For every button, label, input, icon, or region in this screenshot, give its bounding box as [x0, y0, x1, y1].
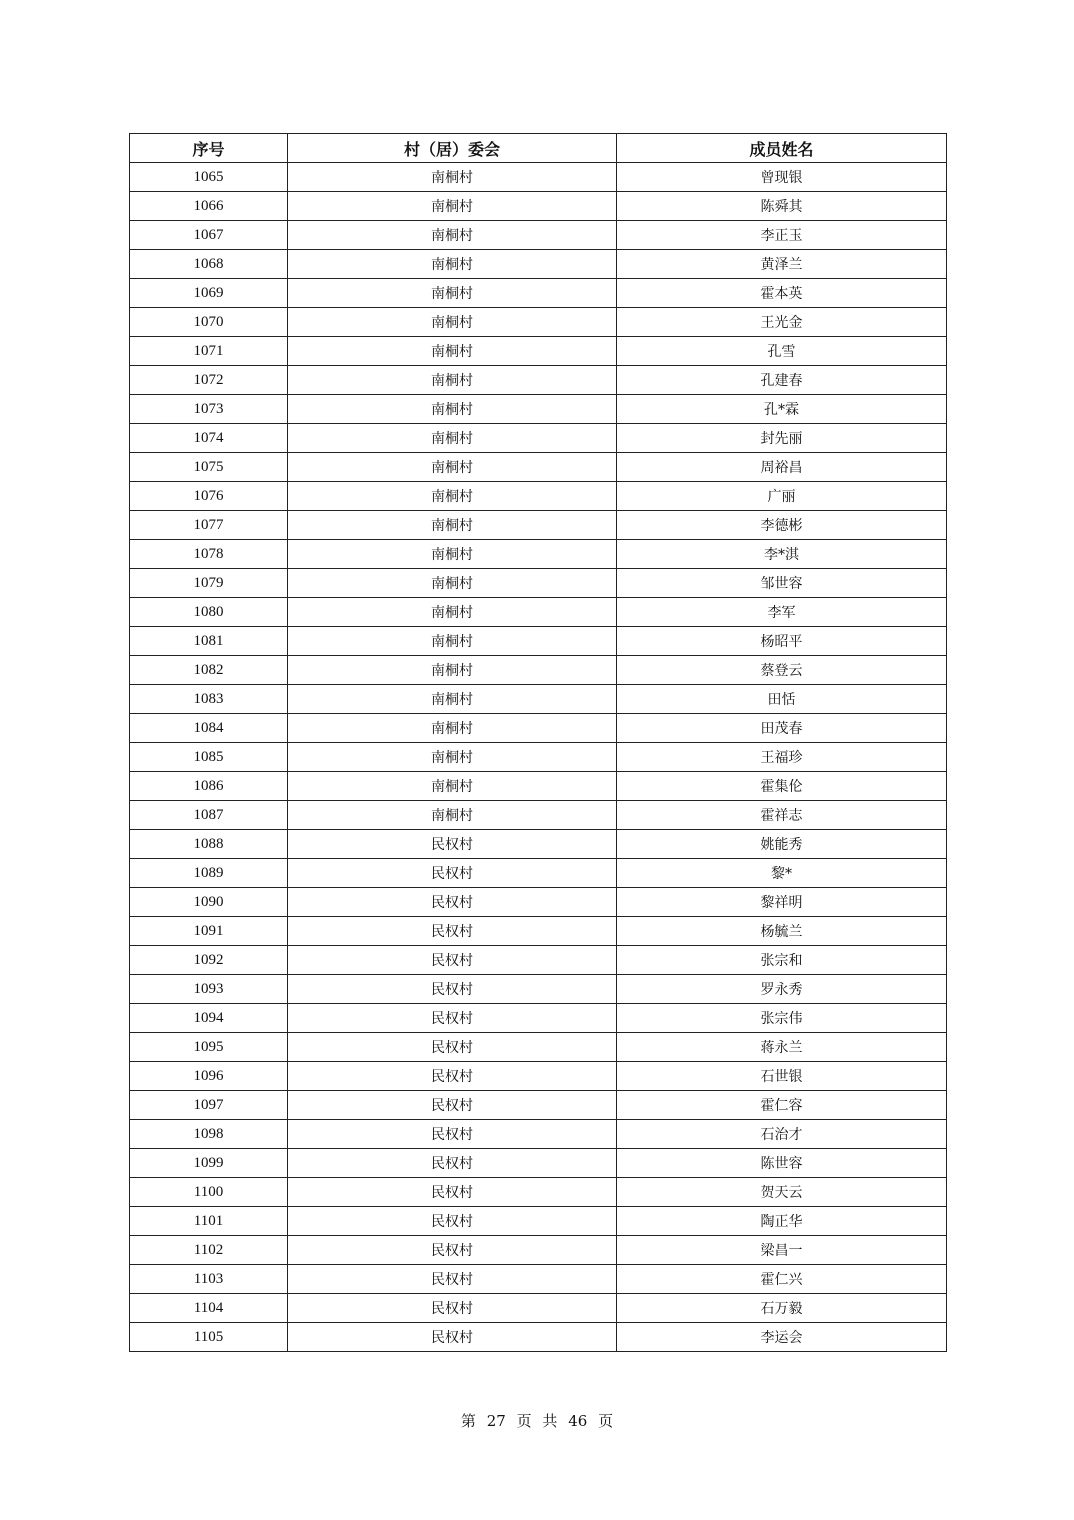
cell-seq: 1081: [130, 627, 288, 656]
cell-member-name: 周裕昌: [617, 453, 947, 482]
cell-member-name: 邹世容: [617, 569, 947, 598]
table-row: [130, 308, 947, 337]
cell-member-name: 李正玉: [617, 221, 947, 250]
table-row: [130, 1207, 947, 1236]
cell-seq: 1086: [130, 772, 288, 801]
cell-committee: 民权村: [288, 859, 617, 888]
cell-member-name: 蒋永兰: [617, 1033, 947, 1062]
cell-committee: 民权村: [288, 1207, 617, 1236]
cell-seq: 1090: [130, 888, 288, 917]
cell-seq: 1093: [130, 975, 288, 1004]
cell-member-name: 霍本英: [617, 279, 947, 308]
table-row: [130, 598, 947, 627]
table-row: [130, 1062, 947, 1091]
table-row: [130, 279, 947, 308]
cell-member-name: 王光金: [617, 308, 947, 337]
header-committee: 村（居）委会: [288, 134, 617, 163]
cell-committee: 民权村: [288, 1091, 617, 1120]
cell-member-name: 陶正华: [617, 1207, 947, 1236]
cell-seq: 1092: [130, 946, 288, 975]
cell-seq: 1095: [130, 1033, 288, 1062]
cell-member-name: 贺天云: [617, 1178, 947, 1207]
table-row: [130, 1294, 947, 1323]
cell-member-name: 黎祥明: [617, 888, 947, 917]
table-row: [130, 714, 947, 743]
cell-seq: 1083: [130, 685, 288, 714]
cell-seq: 1096: [130, 1062, 288, 1091]
cell-seq: 1070: [130, 308, 288, 337]
cell-member-name: 梁昌一: [617, 1236, 947, 1265]
table-row: [130, 656, 947, 685]
cell-committee: 南桐村: [288, 424, 617, 453]
cell-seq: 1073: [130, 395, 288, 424]
cell-member-name: 黄泽兰: [617, 250, 947, 279]
cell-committee: 民权村: [288, 1294, 617, 1323]
cell-committee: 民权村: [288, 1236, 617, 1265]
cell-seq: 1071: [130, 337, 288, 366]
table-row: [130, 946, 947, 975]
cell-seq: 1088: [130, 830, 288, 859]
cell-member-name: 杨昭平: [617, 627, 947, 656]
footer-current-page: 27: [486, 1412, 506, 1430]
table-row: [130, 685, 947, 714]
table-row: [130, 1323, 947, 1352]
table-header-row: [130, 134, 947, 163]
cell-seq: 1069: [130, 279, 288, 308]
cell-seq: 1099: [130, 1149, 288, 1178]
cell-committee: 南桐村: [288, 279, 617, 308]
cell-committee: 南桐村: [288, 627, 617, 656]
cell-committee: 南桐村: [288, 540, 617, 569]
cell-committee: 南桐村: [288, 772, 617, 801]
table-row: [130, 801, 947, 830]
table-body: [130, 163, 947, 1352]
cell-committee: 民权村: [288, 1265, 617, 1294]
cell-member-name: 石治才: [617, 1120, 947, 1149]
cell-seq: 1084: [130, 714, 288, 743]
cell-seq: 1091: [130, 917, 288, 946]
table-row: [130, 1265, 947, 1294]
cell-seq: 1080: [130, 598, 288, 627]
cell-member-name: 李运会: [617, 1323, 947, 1352]
cell-committee: 民权村: [288, 830, 617, 859]
cell-member-name: 杨毓兰: [617, 917, 947, 946]
header-member-name: 成员姓名: [617, 134, 947, 163]
cell-member-name: 石万毅: [617, 1294, 947, 1323]
cell-seq: 1075: [130, 453, 288, 482]
cell-member-name: 李*淇: [617, 540, 947, 569]
cell-member-name: 霍仁兴: [617, 1265, 947, 1294]
cell-seq: 1079: [130, 569, 288, 598]
table-row: [130, 975, 947, 1004]
cell-seq: 1098: [130, 1120, 288, 1149]
cell-member-name: 石世银: [617, 1062, 947, 1091]
cell-member-name: 广丽: [617, 482, 947, 511]
cell-committee: 民权村: [288, 1004, 617, 1033]
table-row: [130, 830, 947, 859]
table-row: [130, 859, 947, 888]
table-row: [130, 888, 947, 917]
table-row: [130, 192, 947, 221]
cell-committee: 南桐村: [288, 511, 617, 540]
cell-committee: 南桐村: [288, 801, 617, 830]
table-row: [130, 1236, 947, 1265]
cell-member-name: 霍集伦: [617, 772, 947, 801]
table-row: [130, 569, 947, 598]
table-row: [130, 1178, 947, 1207]
cell-member-name: 孔建春: [617, 366, 947, 395]
cell-committee: 南桐村: [288, 598, 617, 627]
cell-member-name: 封先丽: [617, 424, 947, 453]
cell-committee: 民权村: [288, 1149, 617, 1178]
cell-seq: 1085: [130, 743, 288, 772]
cell-member-name: 孔*霖: [617, 395, 947, 424]
table-row: [130, 1091, 947, 1120]
table-row: [130, 1149, 947, 1178]
footer-total-word: 共: [542, 1412, 558, 1430]
footer-page-word: 页: [516, 1412, 532, 1430]
cell-committee: 民权村: [288, 1062, 617, 1091]
cell-committee: 民权村: [288, 1178, 617, 1207]
member-table: [129, 133, 947, 1352]
table-row: [130, 453, 947, 482]
cell-seq: 1104: [130, 1294, 288, 1323]
table-row: [130, 627, 947, 656]
cell-member-name: 孔雪: [617, 337, 947, 366]
cell-seq: 1078: [130, 540, 288, 569]
cell-committee: 南桐村: [288, 308, 617, 337]
cell-member-name: 姚能秀: [617, 830, 947, 859]
header-seq: 序号: [130, 134, 288, 163]
table-row: [130, 540, 947, 569]
table-row: [130, 1004, 947, 1033]
cell-seq: 1100: [130, 1178, 288, 1207]
cell-committee: 民权村: [288, 1120, 617, 1149]
cell-committee: 民权村: [288, 975, 617, 1004]
cell-member-name: 张宗和: [617, 946, 947, 975]
cell-committee: 南桐村: [288, 656, 617, 685]
cell-seq: 1097: [130, 1091, 288, 1120]
cell-member-name: 曾现银: [617, 163, 947, 192]
table-row: [130, 395, 947, 424]
table-row: [130, 1120, 947, 1149]
cell-seq: 1068: [130, 250, 288, 279]
cell-member-name: 霍祥志: [617, 801, 947, 830]
table-row: [130, 163, 947, 192]
cell-member-name: 黎*: [617, 859, 947, 888]
table-row: [130, 1033, 947, 1062]
cell-member-name: 陈舜其: [617, 192, 947, 221]
cell-committee: 南桐村: [288, 395, 617, 424]
table-row: [130, 482, 947, 511]
cell-committee: 民权村: [288, 1033, 617, 1062]
cell-committee: 南桐村: [288, 569, 617, 598]
cell-member-name: 蔡登云: [617, 656, 947, 685]
footer-total-pages: 46: [568, 1412, 588, 1430]
table-row: [130, 221, 947, 250]
cell-committee: 南桐村: [288, 366, 617, 395]
cell-seq: 1066: [130, 192, 288, 221]
cell-committee: 南桐村: [288, 482, 617, 511]
cell-committee: 南桐村: [288, 163, 617, 192]
cell-committee: 民权村: [288, 946, 617, 975]
cell-member-name: 王福珍: [617, 743, 947, 772]
table-row: [130, 743, 947, 772]
cell-committee: 民权村: [288, 1323, 617, 1352]
cell-committee: 民权村: [288, 888, 617, 917]
cell-member-name: 罗永秀: [617, 975, 947, 1004]
cell-seq: 1087: [130, 801, 288, 830]
cell-seq: 1089: [130, 859, 288, 888]
cell-committee: 南桐村: [288, 337, 617, 366]
cell-seq: 1102: [130, 1236, 288, 1265]
cell-committee: 南桐村: [288, 221, 617, 250]
table-row: [130, 772, 947, 801]
cell-seq: 1076: [130, 482, 288, 511]
footer-suffix: 页: [598, 1412, 614, 1430]
cell-member-name: 霍仁容: [617, 1091, 947, 1120]
cell-committee: 南桐村: [288, 192, 617, 221]
cell-seq: 1077: [130, 511, 288, 540]
cell-committee: 南桐村: [288, 453, 617, 482]
cell-member-name: 李德彬: [617, 511, 947, 540]
cell-member-name: 张宗伟: [617, 1004, 947, 1033]
cell-committee: 南桐村: [288, 714, 617, 743]
cell-member-name: 田恬: [617, 685, 947, 714]
cell-seq: 1103: [130, 1265, 288, 1294]
table-row: [130, 917, 947, 946]
page-footer: [0, 1410, 1074, 1431]
cell-committee: 南桐村: [288, 250, 617, 279]
cell-member-name: 陈世容: [617, 1149, 947, 1178]
cell-committee: 南桐村: [288, 743, 617, 772]
cell-seq: 1101: [130, 1207, 288, 1236]
cell-seq: 1067: [130, 221, 288, 250]
cell-seq: 1065: [130, 163, 288, 192]
cell-committee: 南桐村: [288, 685, 617, 714]
table-row: [130, 424, 947, 453]
table-row: [130, 337, 947, 366]
table-row: [130, 250, 947, 279]
table-row: [130, 511, 947, 540]
cell-seq: 1074: [130, 424, 288, 453]
cell-committee: 民权村: [288, 917, 617, 946]
table-row: [130, 366, 947, 395]
cell-seq: 1082: [130, 656, 288, 685]
footer-prefix: 第: [460, 1412, 476, 1430]
cell-member-name: 田茂春: [617, 714, 947, 743]
cell-seq: 1072: [130, 366, 288, 395]
cell-member-name: 李军: [617, 598, 947, 627]
cell-seq: 1094: [130, 1004, 288, 1033]
cell-seq: 1105: [130, 1323, 288, 1352]
